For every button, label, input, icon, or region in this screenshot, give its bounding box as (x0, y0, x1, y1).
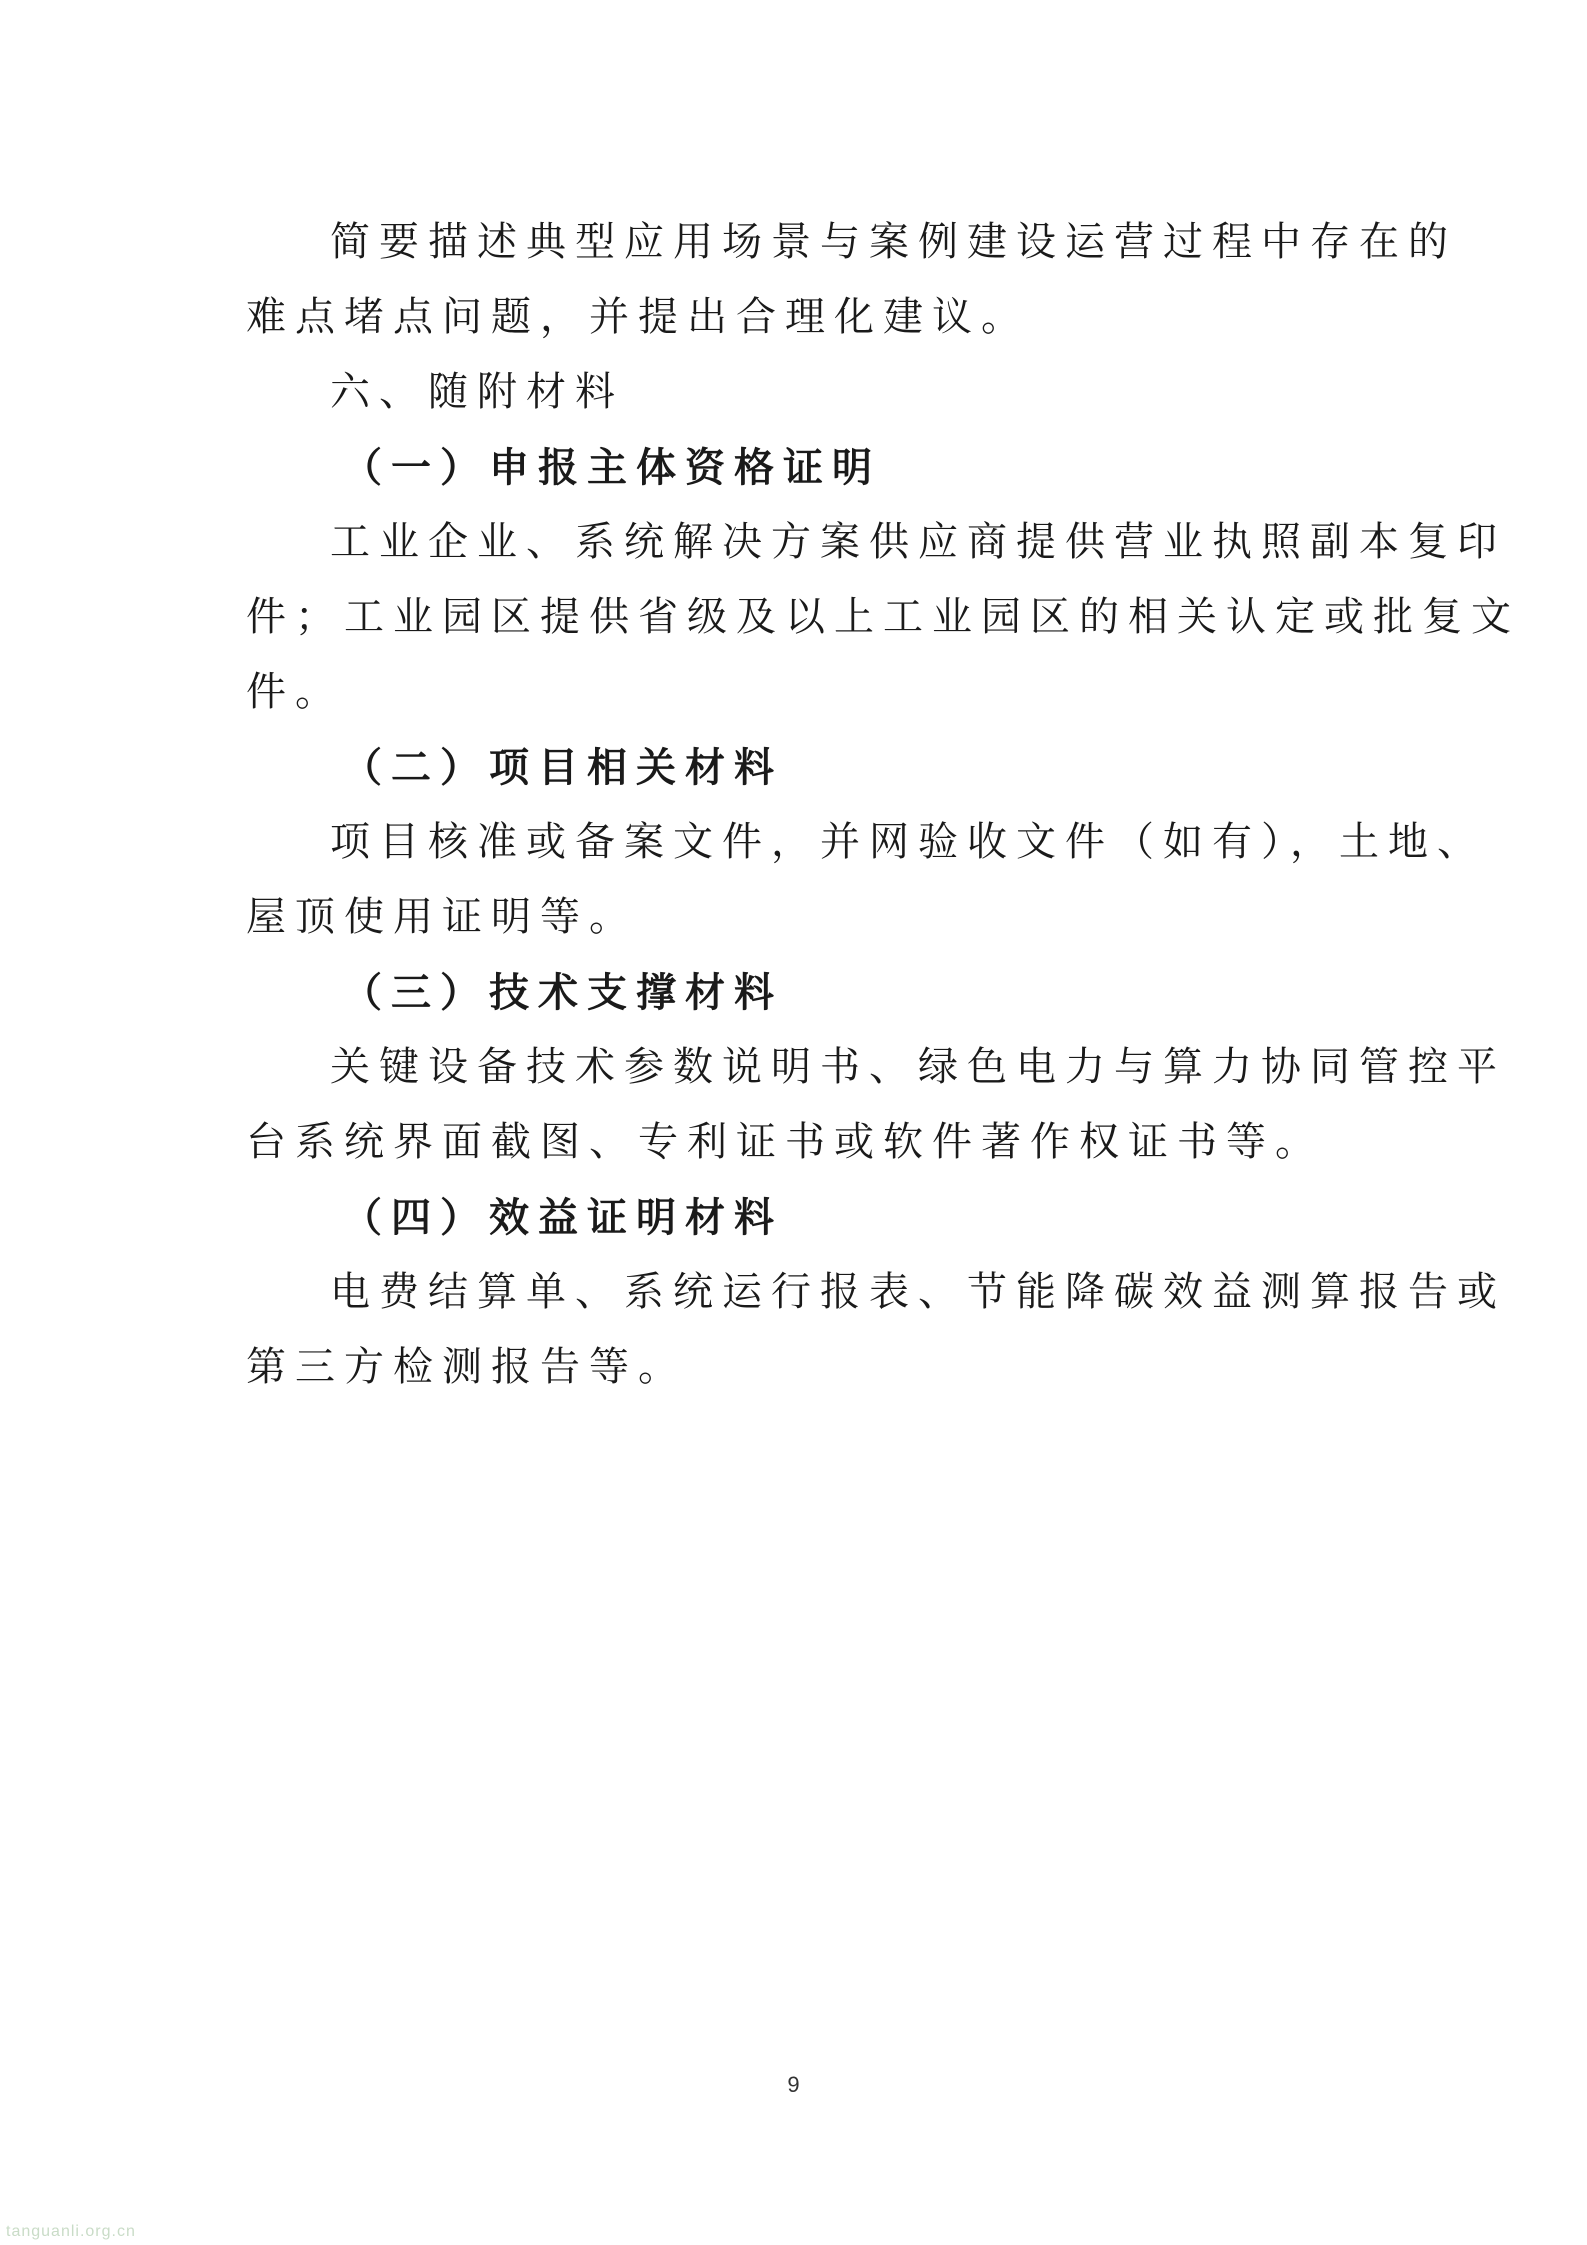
subsection-heading: （三）技术支撑材料 (342, 969, 783, 1016)
page-number: 9 (787, 2072, 800, 2097)
paragraph-line: 件。 (246, 669, 344, 715)
subsection-heading: （一）申报主体资格证明 (342, 444, 881, 491)
paragraph-line: 屋顶使用证明等。 (246, 894, 638, 940)
paragraph-line: 项目核准或备案文件，并网验收文件（如有），土地、 (330, 819, 1486, 865)
paragraph-line: 难点堵点问题，并提出合理化建议。 (246, 294, 1030, 340)
paragraph-line: 台系统界面截图、专利证书或软件著作权证书等。 (246, 1119, 1324, 1165)
paragraph-line: 电费结算单、系统运行报表、节能降碳效益测算报告或 (330, 1269, 1506, 1315)
document-body (246, 205, 1520, 1405)
subsection-heading: （四）效益证明材料 (342, 1194, 783, 1241)
section-heading: 六、随附材料 (330, 369, 624, 415)
paragraph-line: 关键设备技术参数说明书、绿色电力与算力协同管控平 (330, 1044, 1506, 1090)
paragraph-line: 件；工业园区提供省级及以上工业园区的相关认定或批复文 (246, 594, 1520, 640)
paragraph-line: 工业企业、系统解决方案供应商提供营业执照副本复印 (330, 519, 1506, 565)
subsection-heading: （二）项目相关材料 (342, 744, 783, 791)
watermark: tanguanli.org.cn (6, 2223, 136, 2240)
paragraph-line: 简要描述典型应用场景与案例建设运营过程中存在的 (330, 219, 1457, 265)
paragraph-line: 第三方检测报告等。 (246, 1344, 687, 1390)
